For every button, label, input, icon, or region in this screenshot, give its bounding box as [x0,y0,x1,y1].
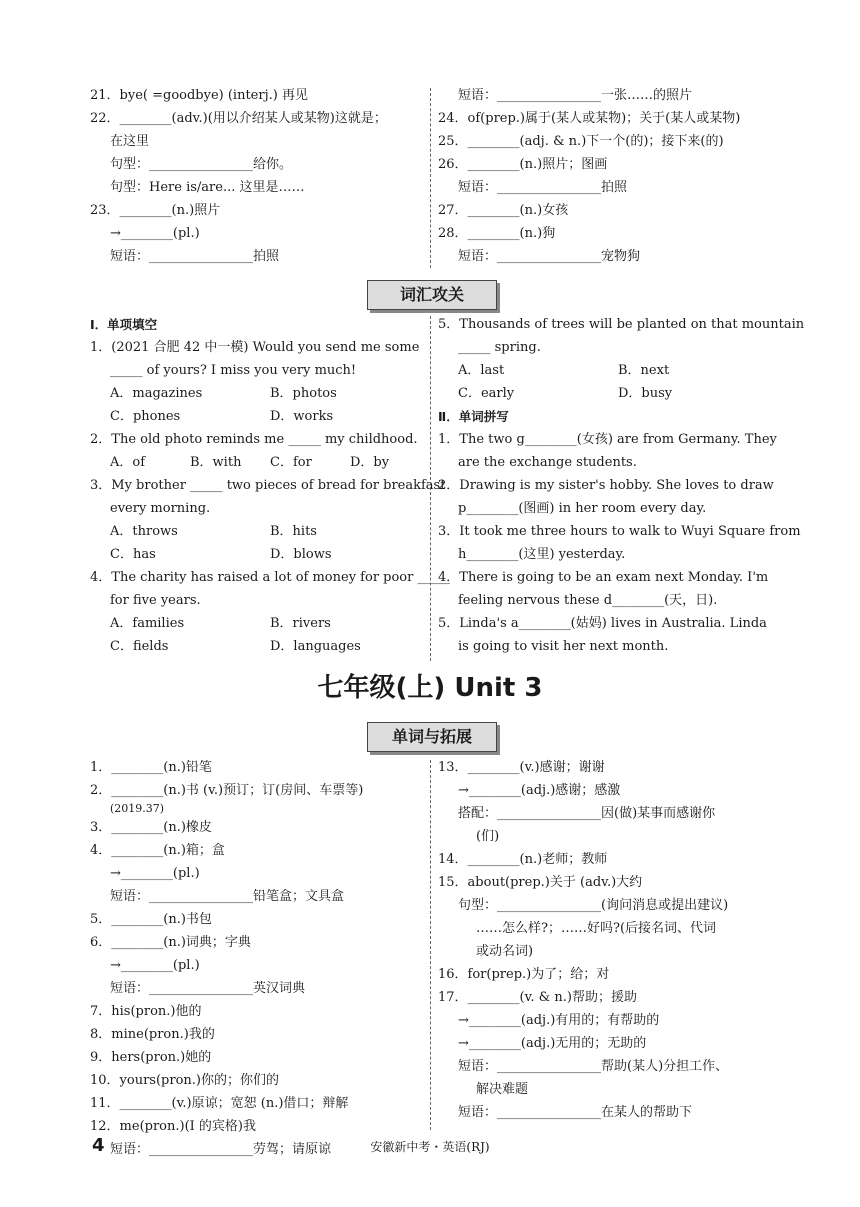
spelling-4: 4．There is going to be an exam next Monday. I'm [438,570,769,585]
word-6-plural: →________(pl.) [110,958,200,973]
word-4-phrase: 短语：________________铅笔盒；文具盒 [110,889,345,904]
top-left-column [90,84,425,268]
word-6: 6．________(n.)词典；字典 [90,935,251,950]
vocab-right-column [438,313,805,658]
word-10: 10．yours(pron.)你的；你们的 [90,1073,279,1088]
column-divider-vocab [430,316,431,661]
unit3-left-column [90,756,425,1161]
word-7: 7．his(pron.)他的 [90,1004,202,1019]
option-o1d: D．works [270,409,334,424]
word-17-phrase-2: 短语：________________在某人的帮助下 [458,1105,693,1120]
option-o1c: C．phones [110,409,181,424]
q3-options-cd [90,543,425,566]
question-3-cont: every morning. [110,501,211,516]
option-o3a: A．throws [110,524,178,539]
entry-23-phrase-2: 短语：________________一张……的照片 [458,88,693,103]
column-divider-unit3 [430,760,431,1130]
question-1-cont: _____ of yours? I miss you very much! [110,363,357,378]
entry-27: 27．________(n.)女孩 [438,203,569,218]
q4-options-cd [90,635,425,658]
word-15-pattern-cont: ……怎么样?；……好吗?(后接名词、代词 [476,921,717,936]
entry-26: 26．________(n.)照片；图画 [438,157,608,172]
word-2: 2．________(n.)书 (v.)预订；订(房间、车票等) [90,783,364,798]
q3-options-ab [90,520,425,543]
spelling-5-cont: is going to visit her next month. [458,639,669,654]
word-17-adj-2: →________(adj.)无用的；无助的 [458,1036,647,1051]
entry-24: 24．of(prep.)属于(某人或某物)；关于(某人或某物) [438,111,741,126]
option-o4c: C．fields [110,639,169,654]
unit-title: 七年级(上) Unit 3 [317,673,543,703]
option-o2d: D．by [350,455,390,470]
question-5-cont: _____ spring. [458,340,541,355]
q1-options-ab [90,382,425,405]
word-15-pattern-cont-2: 或动名词) [476,944,534,959]
spelling-1: 1．The two g________(女孩) are from Germany. They [438,432,777,447]
spelling-1-cont: are the exchange students. [458,455,637,470]
entry-22-pattern-2: 句型：Here is/are... 这里是…… [110,180,305,195]
word-13-adj: →________(adj.)感谢；感激 [458,783,621,798]
column-divider-top [430,88,431,268]
word-11: 11．________(v.)原谅；宽恕 (n.)借口；辩解 [90,1096,349,1111]
option-o4d: D．languages [270,639,361,654]
option-o1b: B．photos [270,386,337,401]
entry-22-pattern: 句型：________________给你。 [110,157,293,172]
section-banner-words: 单词与拓展 [367,722,497,752]
option-o5a: A．last [458,363,505,378]
question-1: 1．(2021 合肥 42 中一模) Would you send me some [90,340,420,355]
question-2: 2．The old photo reminds me _____ my childhood. [90,432,418,447]
entry-22: 22．________(adv.)(用以介绍某人或某物)这就是； [90,111,387,126]
entry-25: 25．________(adj. & n.)下一个(的)；接下来(的) [438,134,724,149]
spelling-5: 5．Linda's a________(姑妈) lives in Australia. Linda [438,616,767,631]
option-o3d: D．blows [270,547,332,562]
spelling-3-cont: h________(这里) yesterday. [458,547,626,562]
word-8: 8．mine(pron.)我的 [90,1027,215,1042]
unit3-right-column [438,756,783,1124]
word-17-phrase-1: 短语：________________帮助(某人)分担工作、 [458,1059,729,1074]
entry-26-phrase: 短语：________________拍照 [458,180,628,195]
question-5: 5．Thousands of trees will be planted on that mountain [438,317,805,332]
option-o1a: A．magazines [110,386,203,401]
section-heading-single-choice: Ⅰ．单项填空 [90,317,158,332]
entry-23-plural: →________(pl.) [110,226,200,241]
word-9: 9．hers(pron.)她的 [90,1050,212,1065]
word-12: 12．me(pron.)(I 的宾格)我 [90,1119,256,1134]
option-o3c: C．has [110,547,156,562]
word-15: 15．about(prep.)关于 (adv.)大约 [438,875,643,890]
q5-options-ab [438,359,778,382]
option-o4a: A．families [110,616,185,631]
word-3: 3．________(n.)橡皮 [90,820,212,835]
question-4-cont: for five years. [110,593,201,608]
option-o5b: B．next [618,363,670,378]
word-13-collocation: 搭配：________________因(做)某事而感谢你 [458,806,716,821]
word-15-pattern: 句型：________________(询问消息或提出建议) [458,898,729,913]
section-banner-vocab: 词汇攻关 [367,280,497,310]
word-16: 16．for(prep.)为了；给；对 [438,967,610,982]
entry-28-phrase: 短语：________________宠物狗 [458,249,641,264]
spelling-2: 2．Drawing is my sister's hobby. She loves to draw [438,478,774,493]
word-17-adj-1: →________(adj.)有用的；有帮助的 [458,1013,660,1028]
spelling-3: 3．It took me three hours to walk to Wuyi Square from [438,524,801,539]
word-17: 17．________(v. & n.)帮助；援助 [438,990,637,1005]
word-12-phrase: 短语：________________劳驾；请原谅 [110,1142,332,1157]
word-1: 1．________(n.)铅笔 [90,760,212,775]
page-number: 4 [92,1135,105,1156]
word-2-source: (2019.37) [110,802,165,815]
spelling-2-cont: p________(图画) in her room every day. [458,501,707,516]
entry-28: 28．________(n.)狗 [438,226,556,241]
word-13: 13．________(v.)感谢；谢谢 [438,760,605,775]
top-right-column [438,84,778,268]
vocab-left-column [90,313,450,658]
page-footer: 安徽新中考・英语(RJ) [370,1140,490,1154]
q4-options-ab [90,612,425,635]
word-14: 14．________(n.)老师；教师 [438,852,608,867]
word-17-phrase-1-cont: 解决难题 [476,1082,529,1097]
spelling-4-cont: feeling nervous these d________(天，日). [458,593,718,608]
entry-21: 21．bye( =goodbye) (interj.) 再见 [90,88,308,103]
question-3: 3．My brother _____ two pieces of bread for breakfast [90,478,446,493]
q5-options-cd [438,382,778,405]
word-5: 5．________(n.)书包 [90,912,212,927]
option-o5d: D．busy [618,386,673,401]
entry-22-cont: 在这里 [110,134,150,149]
option-o2b: B．with [190,455,242,470]
entry-23: 23．________(n.)照片 [90,203,221,218]
word-6-phrase: 短语：________________英汉词典 [110,981,306,996]
word-13-collocation-cont: (们) [476,829,500,844]
entry-23-phrase: 短语：________________拍照 [110,249,280,264]
option-o2a: A．of [110,455,146,470]
word-4-plural: →________(pl.) [110,866,200,881]
question-4: 4．The charity has raised a lot of money for poor _____ [90,570,450,585]
section-heading-spelling: Ⅱ．单词拼写 [438,409,509,424]
q1-options-cd [90,405,425,428]
option-o4b: B．rivers [270,616,331,631]
option-o3b: B．hits [270,524,317,539]
q2-options [90,451,425,474]
option-o2c: C．for [270,455,312,470]
word-4: 4．________(n.)箱；盒 [90,843,225,858]
option-o5c: C．early [458,386,515,401]
